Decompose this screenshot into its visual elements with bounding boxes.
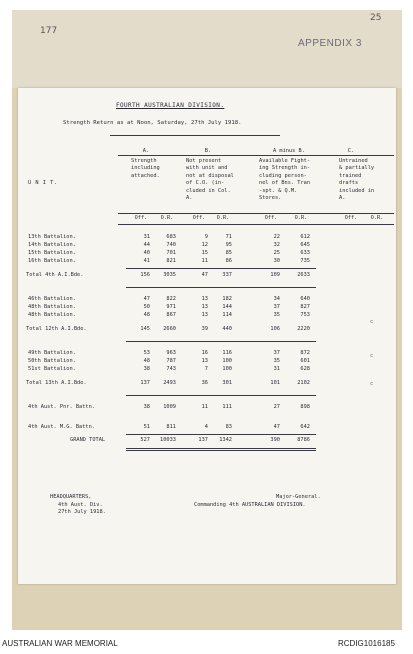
col-letter-a: A. xyxy=(142,148,150,154)
row-value-cell: 48 xyxy=(143,312,150,318)
col-header-line: A. xyxy=(339,195,346,201)
col-header-line: attached. xyxy=(131,172,160,179)
row-value-cell: 37 xyxy=(273,304,280,310)
row-value-cell: 144 xyxy=(222,304,232,310)
row-value-cell: 11 xyxy=(201,258,208,264)
title-rule xyxy=(110,135,280,136)
row-unit-label: Total 4th A.I.Bde. xyxy=(26,272,84,278)
row-value-cell: 2633 xyxy=(297,272,310,278)
subheader-bottom-rule xyxy=(118,224,394,225)
total-rule xyxy=(126,287,316,288)
signature-left-line: HEADQUARTERS, xyxy=(50,494,92,500)
row-unit-label: Total 12th A.I.Bde. xyxy=(26,326,87,332)
row-value-cell: 100 xyxy=(222,358,232,364)
row-value-cell: 22 xyxy=(273,234,280,240)
row-value-cell: 137 xyxy=(198,437,208,443)
row-unit-label: GRAND TOTAL xyxy=(70,437,106,443)
row-value-cell: 11 xyxy=(201,404,208,410)
row-unit-label: 14th Battalion. xyxy=(28,242,76,248)
subheader-cell: Off. xyxy=(134,215,148,221)
row-value-cell: 83 xyxy=(225,424,232,430)
row-value-cell: 740 xyxy=(166,242,176,248)
subheader-cell: Off. xyxy=(344,215,358,221)
row-unit-label: 4th Aust. Pnr. Battn. xyxy=(28,404,95,410)
subheader-cell: O.R. xyxy=(294,215,308,221)
row-value-cell: 95 xyxy=(225,242,232,248)
row-value-cell: 683 xyxy=(166,234,176,240)
total-rule xyxy=(126,341,316,342)
row-value-cell: 9 xyxy=(204,234,208,240)
row-value-cell: 41 xyxy=(143,258,150,264)
row-value-cell: 527 xyxy=(140,437,150,443)
document-sheet xyxy=(18,88,396,584)
col-header-line: included in xyxy=(339,187,375,194)
row-value-cell: 2102 xyxy=(297,380,310,386)
row-value-cell: 13 xyxy=(201,312,208,318)
col-header-line: ing Strength in- xyxy=(259,165,311,172)
row-value-cell: 1342 xyxy=(219,437,232,443)
unit-column-label: U N I T. xyxy=(28,180,58,186)
col-header-line: of C.O. (in- xyxy=(186,180,225,187)
row-value-cell: 38 xyxy=(143,404,150,410)
row-value-cell: 34 xyxy=(273,296,280,302)
row-value-cell: 753 xyxy=(300,312,310,318)
col-letter-b: B. xyxy=(204,148,212,154)
row-value-cell: 71 xyxy=(225,234,232,240)
row-value-cell: 25 xyxy=(273,250,280,256)
row-value-cell: 47 xyxy=(143,296,150,302)
row-value-cell: 3035 xyxy=(163,272,176,278)
row-unit-label: 46th Battalion. xyxy=(28,296,76,302)
row-value-cell: 44 xyxy=(143,242,150,248)
row-unit-label: 13th Battalion. xyxy=(28,234,76,240)
row-value-cell: 47 xyxy=(201,272,208,278)
total-rule xyxy=(126,448,316,449)
row-value-cell: 822 xyxy=(166,296,176,302)
row-value-cell: 40 xyxy=(143,250,150,256)
document-title: FOURTH AUSTRALIAN DIVISION. xyxy=(116,102,225,109)
margin-mark: c xyxy=(370,353,374,359)
col-header-line: cluding person- xyxy=(259,172,307,179)
total-rule xyxy=(126,434,316,435)
appendix-stamp: APPENDIX 3 xyxy=(298,38,362,49)
row-value-cell: 811 xyxy=(166,424,176,430)
row-value-cell: 2220 xyxy=(297,326,310,332)
row-value-cell: 735 xyxy=(300,258,310,264)
row-value-cell: 13 xyxy=(201,304,208,310)
row-value-cell: 898 xyxy=(300,404,310,410)
document-subtitle: Strength Return as at Noon, Saturday, 27th July 1918. xyxy=(63,120,242,126)
col-header-line: cluded in Col. xyxy=(186,187,231,194)
col-header-line: Available Fight- xyxy=(259,158,311,164)
row-value-cell: 867 xyxy=(166,312,176,318)
row-value-cell: 8786 xyxy=(297,437,310,443)
col-header-line: A. xyxy=(186,195,193,201)
row-value-cell: 31 xyxy=(273,366,280,372)
row-value-cell: 701 xyxy=(166,250,176,256)
row-value-cell: 32 xyxy=(273,242,280,248)
subheader-cell: O.R. xyxy=(160,215,174,221)
grand-total-double-rule xyxy=(126,450,316,451)
margin-mark: c xyxy=(370,319,374,325)
col-header-line: Untrained xyxy=(339,158,368,164)
col-header-line: nel of Bns. Tran xyxy=(259,180,311,187)
row-value-cell: 27 xyxy=(273,404,280,410)
archival-header-strip xyxy=(12,10,402,88)
row-value-cell: 116 xyxy=(222,350,232,356)
row-value-cell: 4 xyxy=(204,424,208,430)
row-value-cell: 640 xyxy=(300,296,310,302)
footer-record-id: RCDIG1016185 xyxy=(338,639,395,648)
row-value-cell: 337 xyxy=(222,272,232,278)
margin-mark: c xyxy=(370,381,374,387)
col-header-line: including xyxy=(131,165,160,172)
row-value-cell: 39 xyxy=(201,326,208,332)
signature-left-line: 27th July 1918. xyxy=(58,509,106,516)
row-unit-label: 50th Battalion. xyxy=(28,358,76,364)
col-header-line: Not present xyxy=(186,158,222,164)
page-number: 25 xyxy=(370,13,382,23)
row-value-cell: 145 xyxy=(140,326,150,332)
row-value-cell: 101 xyxy=(270,380,280,386)
row-value-cell: 10033 xyxy=(160,437,176,443)
row-value-cell: 35 xyxy=(273,358,280,364)
row-value-cell: 13 xyxy=(201,296,208,302)
row-value-cell: 787 xyxy=(166,358,176,364)
col-letter-c: A minus B. xyxy=(273,148,305,154)
row-value-cell: 1009 xyxy=(163,404,176,410)
row-value-cell: 390 xyxy=(270,437,280,443)
row-value-cell: 111 xyxy=(222,404,232,410)
subheader-cell: O.R. xyxy=(370,215,384,221)
row-value-cell: 85 xyxy=(225,250,232,256)
row-value-cell: 16 xyxy=(201,350,208,356)
row-value-cell: 12 xyxy=(201,242,208,248)
col-header-line: Stores. xyxy=(259,195,282,201)
row-value-cell: 47 xyxy=(273,424,280,430)
row-value-cell: 301 xyxy=(222,380,232,386)
row-value-cell: 50 xyxy=(143,304,150,310)
row-value-cell: 30 xyxy=(273,258,280,264)
signature-left-line: 4th Aust. Div. xyxy=(58,501,103,508)
row-value-cell: 872 xyxy=(300,350,310,356)
row-value-cell: 109 xyxy=(270,272,280,278)
row-unit-label: 51st Battalion. xyxy=(28,366,76,372)
col-header-line: not at disposal xyxy=(186,172,234,179)
row-value-cell: 2493 xyxy=(163,380,176,386)
row-value-cell: 182 xyxy=(222,296,232,302)
col-header-line: & partially xyxy=(339,165,375,172)
row-unit-label: 15th Battalion. xyxy=(28,250,76,256)
total-rule xyxy=(126,268,316,269)
row-value-cell: 628 xyxy=(300,366,310,372)
col-letter-d: C. xyxy=(347,148,355,154)
row-unit-label: 48th Battalion. xyxy=(28,304,76,310)
row-value-cell: 963 xyxy=(166,350,176,356)
row-value-cell: 821 xyxy=(166,258,176,264)
folio-number: 177 xyxy=(40,26,58,36)
footer-archive-name: AUSTRALIAN WAR MEMORIAL xyxy=(2,639,118,648)
col-header-line: -spt. & Q.M. xyxy=(259,187,298,194)
row-unit-label: 16th Battalion. xyxy=(28,258,76,264)
footer-bar xyxy=(0,636,413,654)
total-rule xyxy=(126,395,316,396)
row-value-cell: 31 xyxy=(143,234,150,240)
row-value-cell: 7 xyxy=(204,366,208,372)
subheader-cell: Off. xyxy=(192,215,206,221)
row-value-cell: 86 xyxy=(225,258,232,264)
row-unit-label: 4th Aust. M.G. Battn. xyxy=(28,424,95,430)
col-header-line: trained xyxy=(339,172,362,179)
row-unit-label: 49th Battalion. xyxy=(28,350,76,356)
row-value-cell: 51 xyxy=(143,424,150,430)
row-value-cell: 827 xyxy=(300,304,310,310)
col-header-line: drafts xyxy=(339,180,359,187)
row-value-cell: 15 xyxy=(201,250,208,256)
subheader-cell: Off. xyxy=(264,215,278,221)
row-value-cell: 2660 xyxy=(163,326,176,332)
row-value-cell: 440 xyxy=(222,326,232,332)
signature-right-line: Commanding 4th AUSTRALIAN DIVISION. xyxy=(194,501,306,508)
header-top-rule xyxy=(118,155,394,156)
row-value-cell: 36 xyxy=(201,380,208,386)
subheader-top-rule xyxy=(118,213,394,214)
row-value-cell: 53 xyxy=(143,350,150,356)
row-value-cell: 38 xyxy=(143,366,150,372)
row-value-cell: 642 xyxy=(300,424,310,430)
row-value-cell: 100 xyxy=(222,366,232,372)
row-value-cell: 601 xyxy=(300,358,310,364)
row-value-cell: 13 xyxy=(201,358,208,364)
row-value-cell: 37 xyxy=(273,350,280,356)
row-value-cell: 971 xyxy=(166,304,176,310)
signature-right-line: Major-General. xyxy=(276,494,321,500)
row-value-cell: 137 xyxy=(140,380,150,386)
row-value-cell: 35 xyxy=(273,312,280,318)
row-value-cell: 645 xyxy=(300,242,310,248)
row-value-cell: 743 xyxy=(166,366,176,372)
col-header-line: with unit and xyxy=(186,165,228,172)
row-value-cell: 114 xyxy=(222,312,232,318)
subheader-cell: O.R. xyxy=(216,215,230,221)
col-header-line: Strength xyxy=(131,158,157,164)
row-value-cell: 106 xyxy=(270,326,280,332)
row-value-cell: 48 xyxy=(143,358,150,364)
row-unit-label: 48th Battalion. xyxy=(28,312,76,318)
row-value-cell: 156 xyxy=(140,272,150,278)
row-value-cell: 633 xyxy=(300,250,310,256)
row-unit-label: Total 13th A.I.Bde. xyxy=(26,380,87,386)
row-value-cell: 612 xyxy=(300,234,310,240)
